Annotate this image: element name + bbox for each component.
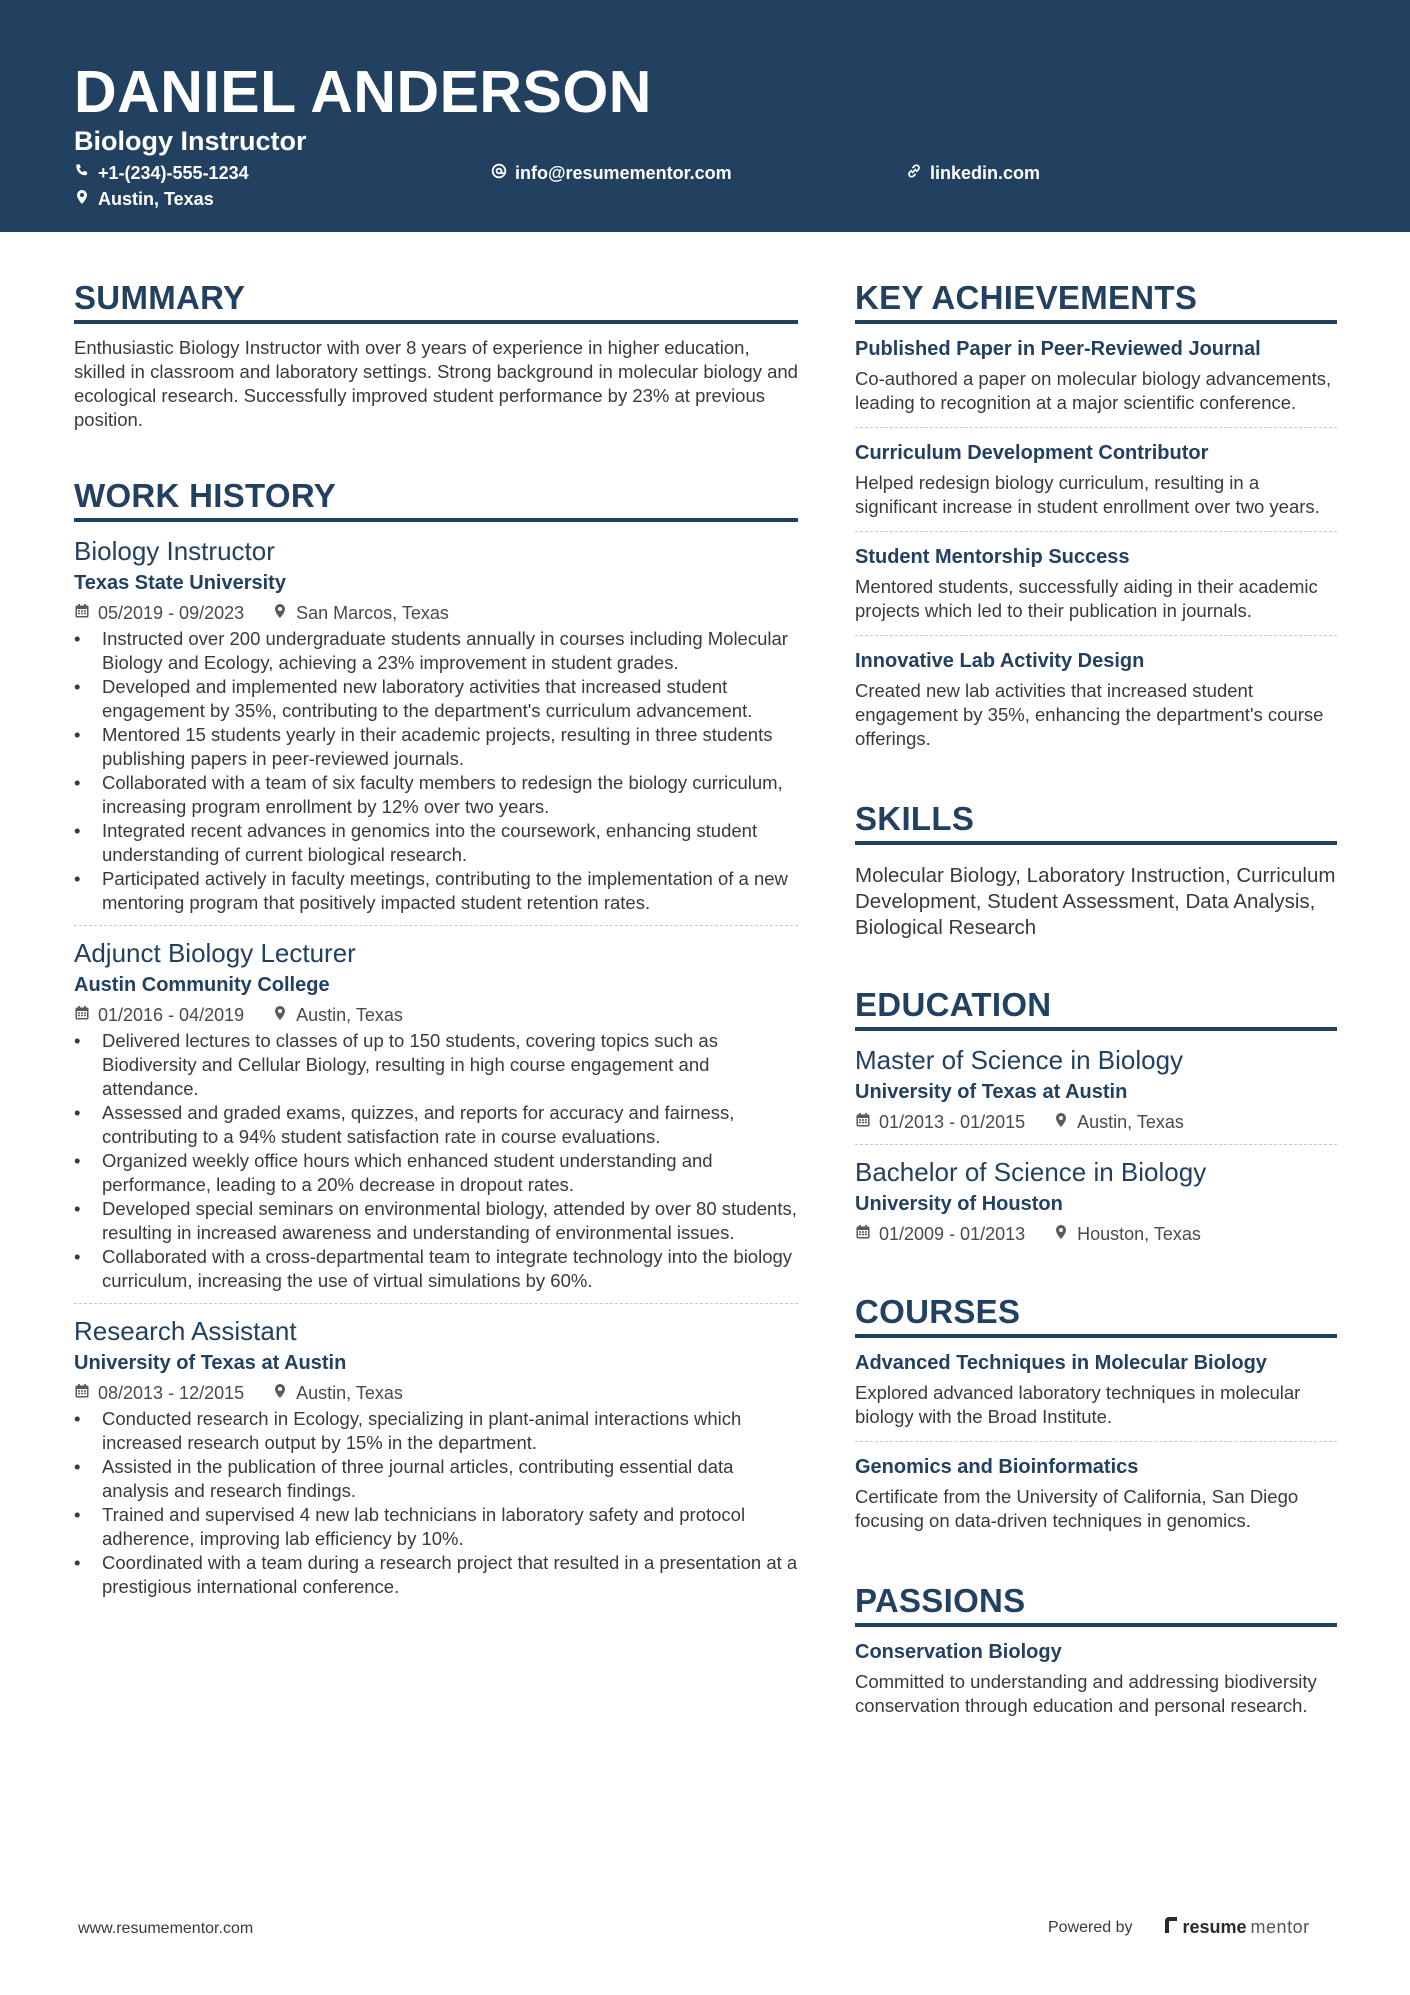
job-meta (74, 1381, 798, 1405)
phone-contact[interactable] (74, 163, 249, 184)
job-bullets (74, 627, 798, 915)
education-location: Houston, Texas (1077, 1224, 1201, 1244)
list-item: • Assessed and graded exams, quizzes, and reports for accuracy and fairness, contributing to a 94% student satisfaction rate in course evaluations. (74, 1101, 798, 1149)
achievement-desc: Created new lab activities that increased student engagement by 35%, enhancing the department's course offerings. (855, 680, 1324, 749)
calendar-icon (74, 1381, 90, 1405)
job-bullets (74, 1407, 798, 1599)
degree: Master of Science in Biology (855, 1045, 1184, 1075)
achievement-title: Curriculum Development Contributor (855, 442, 1209, 464)
course-desc: Explored advanced laboratory techniques in molecular biology with the Broad Institute. (855, 1382, 1301, 1427)
achievement-desc: Co-authored a paper on molecular biology advancements, leading to recognition at a major scientific conference. (855, 368, 1332, 413)
job-entry (74, 1304, 798, 1609)
brand-mark-icon (1163, 1916, 1179, 1939)
at-icon (491, 163, 507, 184)
job-role: Research Assistant (74, 1316, 297, 1346)
left-column (74, 278, 798, 1645)
location-text: Austin, Texas (98, 189, 214, 209)
phone-icon (74, 163, 90, 184)
footer-website[interactable]: www.resumementor.com (78, 1920, 254, 1937)
location-pin-icon (272, 1381, 288, 1405)
course-title: Genomics and Bioinformatics (855, 1456, 1139, 1478)
list-item: • Coordinated with a team during a research project that resulted in a presentation at a prestigious international conference. (74, 1551, 798, 1599)
passion-desc: Committed to understanding and addressing biodiversity conservation through education and personal research. (855, 1671, 1317, 1716)
courses-section (855, 1292, 1337, 1545)
footer-branding (1048, 1916, 1310, 1939)
list-item: • Trained and supervised 4 new lab technicians in laboratory safety and protocol adherence, improving lab efficiency by 10%. (74, 1503, 798, 1551)
skills-section (855, 799, 1337, 941)
list-item: • Collaborated with a cross-departmental team to integrate technology into the biology curriculum, increasing the use of virtual simulations by 60%. (74, 1245, 798, 1293)
summary-section (74, 278, 798, 432)
work-history-section (74, 476, 798, 1609)
key-achievements-section (855, 278, 1337, 763)
passions-heading: PASSIONS (855, 1581, 1337, 1627)
work-history-heading: WORK HISTORY (74, 476, 798, 522)
achievement-title: Student Mentorship Success (855, 546, 1130, 568)
linkedin-text: linkedin.com (930, 163, 1041, 183)
achievement-item (855, 636, 1337, 763)
education-heading: EDUCATION (855, 985, 1337, 1031)
school: University of Texas at Austin (855, 1081, 1128, 1103)
job-entry (74, 522, 798, 926)
location-pin-icon (74, 189, 90, 210)
list-item: • Developed special seminars on environmental biology, attended by over 80 students, resulting in increased awareness and understanding of environmental issues. (74, 1197, 798, 1245)
education-item (855, 1145, 1337, 1256)
header (0, 0, 1410, 232)
achievement-item (855, 532, 1337, 636)
summary-heading: SUMMARY (74, 278, 798, 324)
course-item (855, 1338, 1337, 1442)
list-item: • Mentored 15 students yearly in their academic projects, resulting in three students publishing papers in peer-reviewed journals. (74, 723, 798, 771)
list-item: • Instructed over 200 undergraduate students annually in courses including Molecular Biology and Ecology, achieving a 23% improvement in student grades. (74, 627, 798, 675)
job-location: Austin, Texas (296, 1383, 403, 1403)
passion-item (855, 1627, 1337, 1730)
candidate-name: DANIEL ANDERSON (74, 59, 652, 125)
education-dates: 01/2013 - 01/2015 (879, 1112, 1026, 1132)
job-dates: 05/2019 - 09/2023 (98, 603, 245, 623)
list-item: • Integrated recent advances in genomics into the coursework, enhancing student understanding of current biological research. (74, 819, 798, 867)
skills-text: Molecular Biology, Laboratory Instruction, Curriculum Development, Student Assessment, Data Analysis, Biological Research (855, 864, 1336, 939)
job-entry (74, 926, 798, 1304)
education-item (855, 1031, 1337, 1145)
courses-heading: COURSES (855, 1292, 1337, 1338)
education-meta (855, 1110, 1337, 1134)
brand-name-light: mentor (1250, 1917, 1310, 1937)
course-item (855, 1442, 1337, 1545)
job-location: San Marcos, Texas (296, 603, 449, 623)
list-item: • Developed and implemented new laboratory activities that increased student engagement by 35%, contributing to the department's curriculum advancement. (74, 675, 798, 723)
right-column (855, 278, 1337, 1766)
achievement-item (855, 324, 1337, 428)
linkedin-contact[interactable] (906, 163, 1040, 184)
email-contact[interactable] (491, 163, 732, 184)
brand-name-bold: resume (1182, 1917, 1247, 1937)
calendar-icon (74, 601, 90, 625)
job-role: Biology Instructor (74, 536, 275, 566)
candidate-title: Biology Instructor (74, 126, 307, 156)
education-dates: 01/2009 - 01/2013 (879, 1224, 1026, 1244)
key-achievements-heading: KEY ACHIEVEMENTS (855, 278, 1337, 324)
job-location: Austin, Texas (296, 1005, 403, 1025)
job-meta (74, 1003, 798, 1027)
location-contact (74, 189, 214, 210)
passion-title: Conservation Biology (855, 1641, 1062, 1663)
job-dates: 08/2013 - 12/2015 (98, 1383, 245, 1403)
link-icon (906, 163, 922, 184)
calendar-icon (855, 1222, 871, 1246)
job-organization: Austin Community College (74, 974, 330, 996)
list-item: • Delivered lectures to classes of up to 150 students, covering topics such as Biodiversity and Cellular Biology, resulting in high course engagement and attendance. (74, 1029, 798, 1101)
location-pin-icon (1053, 1110, 1069, 1134)
calendar-icon (74, 1003, 90, 1027)
education-section (855, 985, 1337, 1256)
job-dates: 01/2016 - 04/2019 (98, 1005, 245, 1025)
degree: Bachelor of Science in Biology (855, 1157, 1207, 1187)
job-role: Adjunct Biology Lecturer (74, 938, 356, 968)
brand-logo[interactable] (1163, 1916, 1310, 1939)
achievement-title: Published Paper in Peer-Reviewed Journal (855, 338, 1261, 360)
list-item: • Assisted in the publication of three journal articles, contributing essential data analysis and research findings. (74, 1455, 798, 1503)
job-bullets (74, 1029, 798, 1293)
achievement-title: Innovative Lab Activity Design (855, 650, 1145, 672)
course-title: Advanced Techniques in Molecular Biology (855, 1352, 1267, 1374)
course-desc: Certificate from the University of California, San Diego focusing on data-driven techniques in genomics. (855, 1486, 1299, 1531)
passions-section (855, 1581, 1337, 1730)
school: University of Houston (855, 1193, 1063, 1215)
phone-text: +1-(234)-555-1234 (98, 163, 249, 183)
education-location: Austin, Texas (1077, 1112, 1184, 1132)
email-text: info@resumementor.com (515, 163, 732, 183)
job-organization: University of Texas at Austin (74, 1352, 347, 1374)
achievement-item (855, 428, 1337, 532)
job-organization: Texas State University (74, 572, 286, 594)
list-item: • Collaborated with a team of six faculty members to redesign the biology curriculum, increasing program enrollment by 12% over two years. (74, 771, 798, 819)
summary-text: Enthusiastic Biology Instructor with over 8 years of experience in higher education, skilled in classroom and laboratory settings. Strong background in molecular biology and ecological research. Successfully improved student performance by 23% at previous position. (74, 337, 798, 430)
achievement-desc: Helped redesign biology curriculum, resulting in a significant increase in student enrollment over two years. (855, 472, 1320, 517)
location-pin-icon (1053, 1222, 1069, 1246)
calendar-icon (855, 1110, 871, 1134)
list-item: • Conducted research in Ecology, specializing in plant-animal interactions which increased research output by 15% in the department. (74, 1407, 798, 1455)
powered-by-label: Powered by (1048, 1918, 1133, 1936)
achievement-desc: Mentored students, successfully aiding in their academic projects which led to their publication in journals. (855, 576, 1318, 621)
location-pin-icon (272, 1003, 288, 1027)
education-meta (855, 1222, 1337, 1246)
list-item: • Participated actively in faculty meetings, contributing to the implementation of a new mentoring program that positively impacted student retention rates. (74, 867, 798, 915)
job-meta (74, 601, 798, 625)
location-pin-icon (272, 601, 288, 625)
list-item: • Organized weekly office hours which enhanced student understanding and performance, leading to a 20% decrease in dropout rates. (74, 1149, 798, 1197)
skills-heading: SKILLS (855, 799, 1337, 845)
